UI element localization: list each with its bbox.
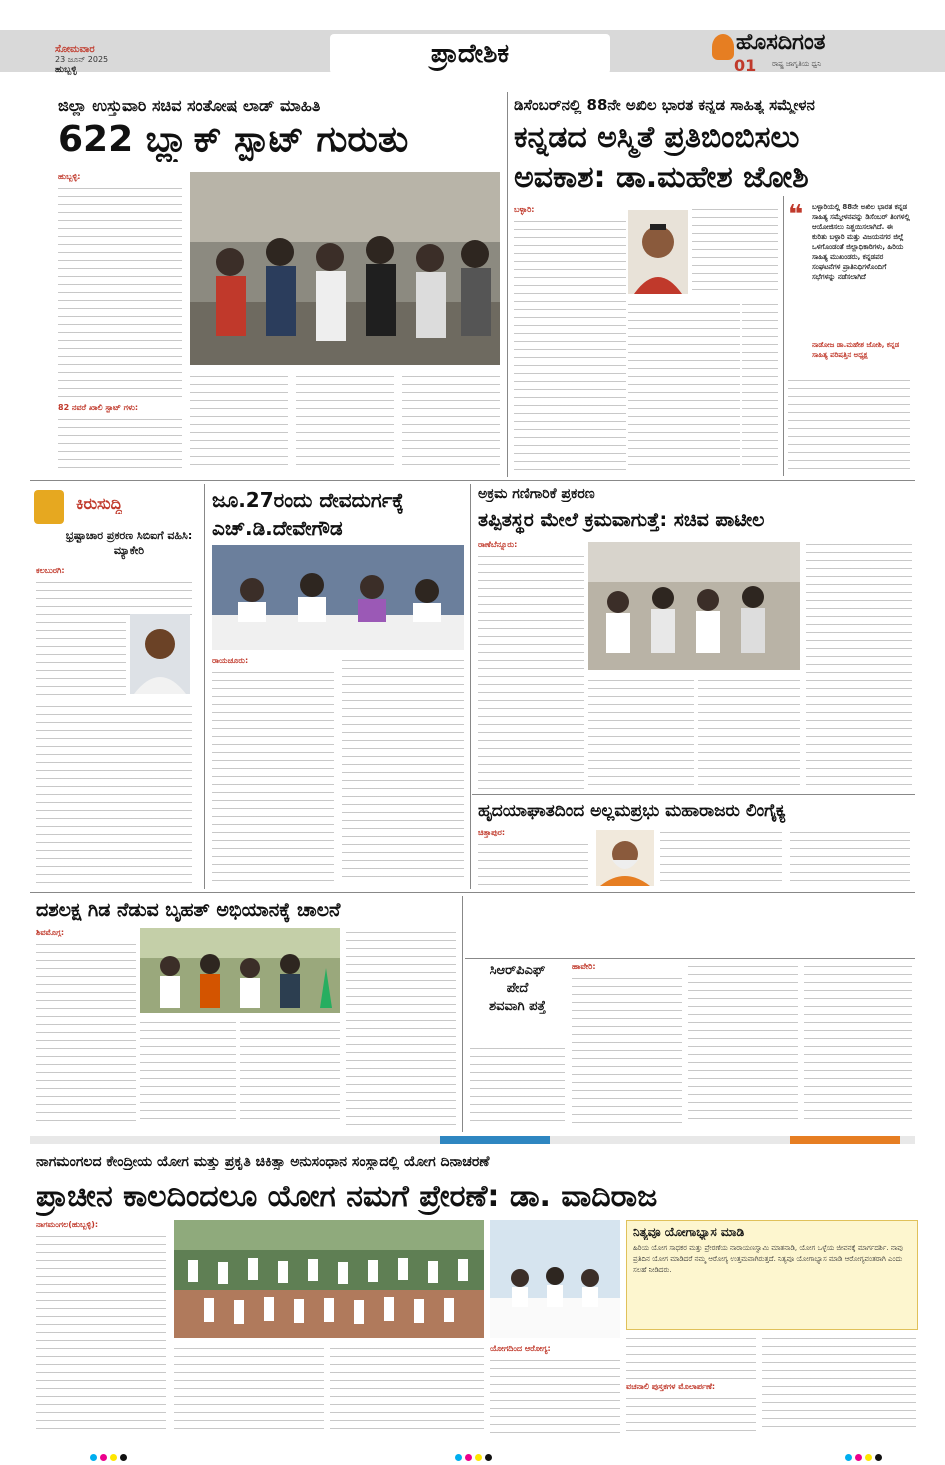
story8-body-col4 (490, 1344, 620, 1436)
story8-body-col1 (36, 1220, 166, 1435)
story8-byline: ನಾಗಮಂಗಲ(ಹುಬ್ಬಳ್ಳಿ): (36, 1220, 99, 1229)
briefs-byline: ಕಲಬುರಗಿ: (36, 566, 65, 575)
story7-body-col2 (572, 962, 682, 1128)
story3-headline-line1: ಜೂ.27ರಂದು ದೇವದುರ್ಗಕ್ಕೆ (212, 488, 404, 512)
briefs-label: ಕಿರುಸುದ್ದಿ (76, 494, 123, 513)
story4-headline: ತಪ್ಪಿತಸ್ಥರ ಮೇಲೆ ಕ್ರಮವಾಗುತ್ತೆ: ಸಚಿವ ಪಾಟೀಲ (478, 509, 765, 531)
story2-portrait (628, 210, 688, 294)
story1-headline: 622 ಬ್ಲ್ಯಾಕ್ ಸ್ಪಾಟ್ ಗುರುತು (58, 119, 409, 160)
story2-quote-text: ಬಳ್ಳಾರಿಯಲ್ಲಿ 88ನೇ ಅಖಿಲ ಭಾರತ ಕನ್ನಡ ಸಾಹಿತ್ಯ ಸಮ್ಮೇಳನವನ್ನು ಡಿಸೆಂಬರ್ ತಿಂಗಳಲ್ಲಿ ಆಯೋಜಿಸಲು ನಿಶ್ಚಯಿಸಲಾಗಿದೆ. ಈ ಕುರಿತು ಬಳ್ಳಾರಿ ಮತ್ತು ವಿಜಯನಗರ ಜಿಲ್ಲೆ ಒಳಗೊಂಡಂತೆ ಜಿಲ್ಲಾಧಿಕಾರಿಗಳು, ಹಿರಿಯ ಸಾಹಿತ್ಯ ಮುಖಂಡರು, ಕನ್ನಡಪರ ಸಂಘಟನೆಗಳ ಪ್ರಾತಿನಿಧಿಗಳೊಂದಿಗೆ ಸಭೆಗಳನ್ನು ನಡೆಸಲಾಗಿದೆ (812, 203, 910, 281)
story2-headline-line1: ಕನ್ನಡದ ಅಸ್ಮಿತೆ ಪ್ರತಿಬಿಂಬಿಸಲು (514, 120, 800, 155)
story4-body-col2 (588, 676, 694, 790)
story8-subhead: ವಚನಾಲಿ ಪುಸ್ತಕಗಳ ಮೊಲಾರ್ಪಣೆ: (626, 1382, 716, 1391)
masthead (712, 30, 945, 74)
story4-body-col4 (806, 540, 912, 790)
quote-icon: ❝ (788, 200, 804, 230)
story7-headline-line3: ಶವವಾಗಿ ಪತ್ತೆ (489, 999, 546, 1014)
story8-headline: ಪ್ರಾಚೀನ ಕಾಲದಿಂದಲೂ ಯೋಗ ನಮಗೆ ಪ್ರೇರಣೆ: ಡಾ. ವಾದಿರಾಜ (36, 1179, 658, 1214)
story8-photo-main (174, 1220, 484, 1338)
story1-photo (190, 172, 500, 365)
story7-body-col4 (804, 962, 912, 1128)
story6-body-col1 (36, 928, 136, 1128)
section-band-accent-blue (440, 1136, 550, 1144)
header-day: ಸೋಮವಾರ (55, 44, 95, 55)
story2-body-col1 (514, 205, 626, 473)
story2-body-col4 (742, 300, 778, 473)
story2-portrait-art (628, 210, 688, 294)
registration-dots-right (845, 1446, 885, 1465)
story2-kicker: ಡಿಸೆಂಬರ್‌ನಲ್ಲಿ 88ನೇ ಅಖಿಲ ಭಾರತ ಕನ್ನಡ ಸಾಹಿತ್ಯ ಸಮ್ಮೇಳನ (514, 96, 815, 114)
story3-headline-line2: ಎಚ್.ಡಿ.ದೇವೇಗೌಡ (212, 516, 343, 540)
story4-photo (588, 542, 800, 670)
divider-v2 (783, 196, 784, 476)
story1-body-col4 (402, 372, 500, 472)
story2-headline-line2: ಅವಕಾಶ: ಡಾ.ಮಹೇಶ ಜೋಶಿ (514, 160, 809, 195)
story5-portrait-art (596, 830, 654, 886)
story6-photo (140, 928, 340, 1013)
story4-byline: ರಾಣೆಬೆನ್ನೂರು: (478, 540, 518, 549)
story4-photo-art (588, 542, 800, 670)
story2-quote-credit: ನಾಡೋಜ ಡಾ.ಮಹೇಶ ಜೋಶಿ, ಕನ್ನಡ ಸಾಹಿತ್ಯ ಪರಿಷತ್ತಿನ ಅಧ್ಯಕ್ಷ (812, 341, 900, 359)
story4-kicker: ಅಕ್ರಮ ಗಣಿಗಾರಿಕೆ ಪ್ರಕರಣ (478, 486, 595, 502)
header-date-block (55, 44, 215, 75)
story8-box-title: ನಿತ್ಯವೂ ಯೋಗಾಭ್ಯಾಸ ಮಾಡಿ (633, 1225, 745, 1239)
briefs-title: ಭ್ರಷ್ಟಾಚಾರ ಪ್ರಕರಣ ಸಿಬಿಐಗೆ ವಹಿಸಿ: ಮ್ಯಾಕೇರಿ (65, 529, 193, 557)
page-number: 01 (734, 56, 757, 75)
story6-body-col4 (346, 928, 456, 1128)
story6-byline: ಶಿವಮೊಗ್ಗ: (36, 928, 65, 937)
divider-v5 (462, 896, 463, 1132)
story6-body-col2 (140, 1018, 236, 1128)
story5-portrait (596, 830, 654, 886)
divider-v3 (204, 484, 205, 889)
masthead-tagline: ರಾಷ್ಟ್ರ ಜಾಗೃತಿಯ ಧ್ವನಿ (772, 60, 822, 68)
story5-byline: ಚಿತ್ತಾಪುರ: (478, 828, 506, 837)
story8-photo-main-art (174, 1220, 484, 1338)
section-title-text: ಪ್ರಾದೇಶಿಕ (430, 39, 510, 69)
story7-body-col3 (688, 962, 798, 1128)
story7-headline-box (470, 962, 565, 1042)
header-date: 23 ಜೂನ್ 2025 (55, 55, 109, 64)
lamp-icon (712, 34, 734, 60)
story5-body-col1 (478, 828, 588, 888)
divider-v4 (470, 484, 471, 889)
story8-photo-stage-art (490, 1220, 620, 1338)
divider-v1 (507, 92, 508, 477)
story5-body-col2 (660, 828, 782, 888)
briefs-icon (34, 490, 64, 524)
header-city: ಹುಬ್ಬಳ್ಳಿ (55, 65, 77, 75)
briefs-body1 (36, 566, 192, 616)
story5-body-col3 (790, 828, 910, 888)
story1-body-col2 (190, 372, 288, 472)
briefs-body2 (36, 618, 126, 698)
story1-byline: ಹುಬ್ಬಳ್ಳಿ: (58, 172, 81, 181)
story6-photo-art (140, 928, 340, 1013)
story5-headline: ಹೃದಯಾಘಾತದಿಂದ ಅಲ್ಲಮಪ್ರಭು ಮಹಾರಾಜರು ಲಿಂಗೈಕ್ಯ (478, 801, 786, 821)
registration-dots-mid (455, 1446, 495, 1465)
story8-kicker: ನಾಗಮಂಗಲದ ಕೇಂದ್ರೀಯ ಯೋಗ ಮತ್ತು ಪ್ರಕೃತಿ ಚಿಕಿತ್ಸಾ ಅನುಸಂಧಾನ ಸಂಸ್ಥಾದಲ್ಲಿ ಯೋಗ ದಿನಾಚರಣೆ (36, 1154, 490, 1170)
story3-photo-art (212, 545, 464, 650)
divider-h1 (30, 480, 915, 481)
registration-dots-left (90, 1446, 130, 1465)
story4-body-col3 (698, 676, 800, 790)
story8-box-text: ಹಿರಿಯ ಯೋಗ ಸಾಧಕರ ಮತ್ತು ಪ್ರೇರಣೆಯ ನಾರಾಯಣಸ್ವಾಮಿ ಮಾತನಾಡಿ, ಯೋಗ ಒಳ್ಳೆಯ ಜೀವನಕ್ಕೆ ಮಾರ್ಗದರ್ಶಿ. ನಾವು ಪ್ರತಿದಿನ ಯೋಗ ಮಾಡಿದರೆ ನಮ್ಮ ಆರೋಗ್ಯ ಉತ್ತಮವಾಗಿರುತ್ತದೆ. ನಿತ್ಯವೂ ಯೋಗಾಭ್ಯಾಸ ಮಾಡಿ ಆರೋಗ್ಯವಂತರಾಗಿ ಎಂದು ಸಲಹೆ ನೀಡಿದರು. (633, 1244, 903, 1274)
story7-body-col1 (470, 1044, 565, 1128)
story8-photo-stage (490, 1220, 620, 1338)
story3-byline: ರಾಯಚೂರು: (212, 656, 249, 665)
story1-kicker: ಜಿಲ್ಲಾ ಉಸ್ತುವಾರಿ ಸಚಿವ ಸಂತೋಷ ಲಾಡ್ ಮಾಹಿತಿ (58, 96, 321, 115)
story8-body-col3 (330, 1344, 484, 1436)
story2-body-col5 (788, 376, 910, 473)
story6-headline: ದಶಲಕ್ಷ ಗಿಡ ನೆಡುವ ಬೃಹತ್ ಅಭಿಯಾನಕ್ಕೆ ಚಾಲನೆ (36, 899, 341, 921)
section-band-accent-orange (790, 1136, 900, 1144)
story3-body-col1 (212, 656, 334, 886)
divider-h2 (472, 794, 915, 795)
story3-photo (212, 545, 464, 650)
briefs-portrait-art (130, 614, 190, 694)
story3-body-col2 (342, 656, 464, 886)
masthead-title: ಹೊಸದಿಗಂತ (736, 30, 826, 55)
divider-h3 (30, 892, 915, 893)
story7-byline: ಹಾವೇರಿ: (572, 962, 596, 971)
section-title (330, 34, 610, 74)
story2-body-col3 (692, 205, 778, 295)
briefs-portrait (130, 614, 190, 694)
story2-quote-box (788, 200, 910, 370)
story7-headline-line2: ಪೇದೆ (506, 981, 529, 996)
story7-headline-line1: ಸಿಆರ್‌ಪಿಎಫ್ (489, 963, 546, 978)
story1-subhead: 82 ನವರೆ ಖಾಲಿ ಸ್ಪಾಟ್ ಗಳು: (58, 403, 139, 412)
story8-body-col6 (762, 1334, 916, 1436)
story8-caption: ಯೋಗದಿಂದ ಆರೋಗ್ಯ: (490, 1344, 551, 1353)
story1-body-col3 (296, 372, 394, 472)
story8-body-col2 (174, 1344, 324, 1436)
story4-body-col1 (478, 540, 584, 790)
divider-h4 (465, 958, 915, 959)
story8-body-col5 (626, 1334, 756, 1436)
story2-byline: ಬಳ್ಳಾರಿ: (514, 205, 535, 214)
briefs-body3 (36, 702, 192, 886)
story1-body-col1 (58, 172, 182, 472)
story6-body-col3 (240, 1018, 340, 1128)
story1-photo-art (190, 172, 500, 365)
story8-box (626, 1220, 918, 1330)
briefs-column (30, 484, 198, 889)
story2-body-col2 (628, 300, 740, 473)
